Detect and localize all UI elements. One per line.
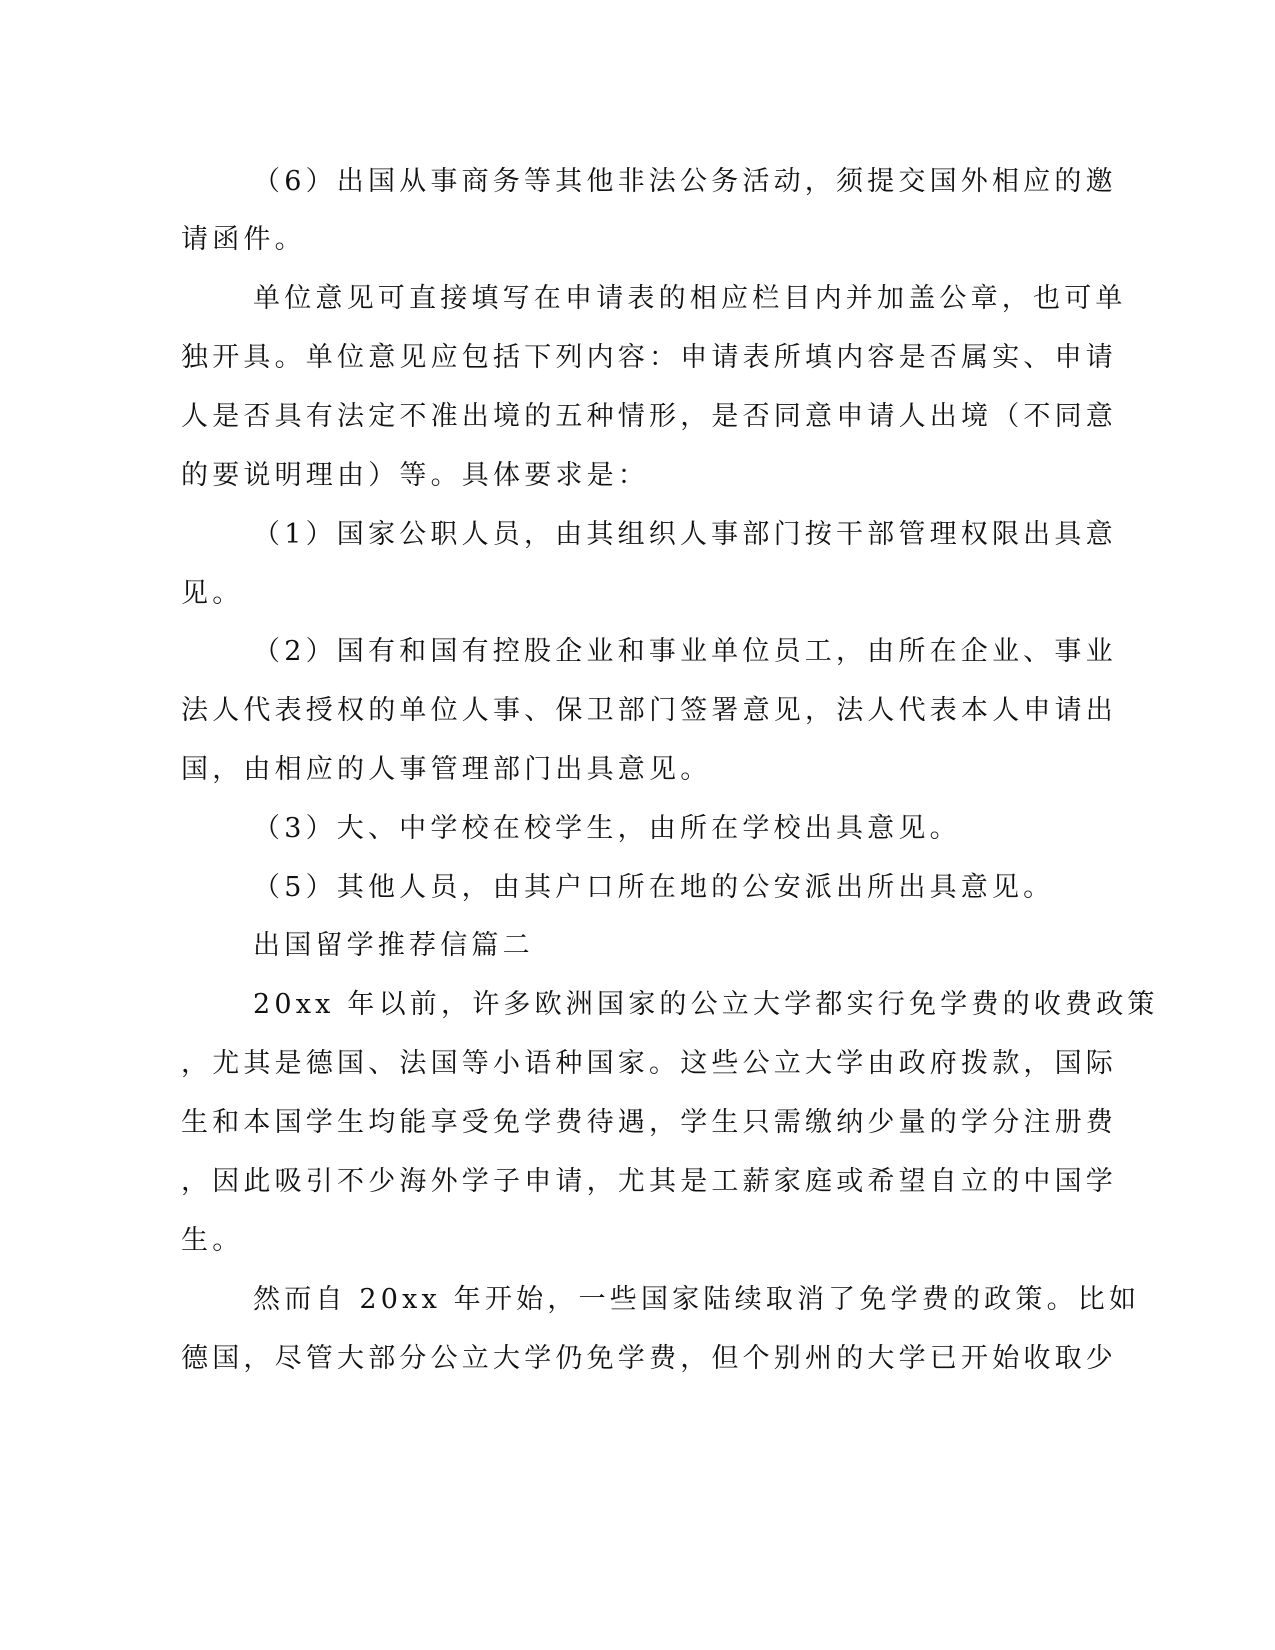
- paragraph-line: 生和本国学生均能享受免学费待遇，学生只需缴纳少量的学分注册费: [181, 1107, 1117, 1138]
- paragraph-line: 生。: [181, 1225, 244, 1256]
- paragraph-line: 德国，尽管大部分公立大学仍免学费，但个别州的大学已开始收取少: [181, 1343, 1117, 1374]
- paragraph-line: 单位意见可直接填写在申请表的相应栏目内并加盖公章，也可单: [253, 283, 1127, 314]
- paragraph-line: 人是否具有法定不准出境的五种情形，是否同意申请人出境（不同意: [181, 401, 1117, 432]
- paragraph-line: （3）大、中学校在校学生，由所在学校出具意见。: [253, 813, 961, 844]
- paragraph-line: 请函件。: [181, 224, 306, 255]
- paragraph-line: （6）出国从事商务等其他非法公务活动，须提交国外相应的邀: [253, 166, 1117, 197]
- paragraph-line: （5）其他人员，由其户口所在地的公安派出所出具意见。: [253, 872, 1055, 903]
- paragraph-line: （1）国家公职人员，由其组织人事部门按干部管理权限出具意: [253, 519, 1117, 550]
- paragraph-line: 国，由相应的人事管理部门出具意见。: [181, 754, 712, 785]
- paragraph-line: ，因此吸引不少海外学子申请，尤其是工薪家庭或希望自立的中国学: [181, 1166, 1117, 1197]
- paragraph-line: 独开具。单位意见应包括下列内容：申请表所填内容是否属实、申请: [181, 342, 1117, 373]
- paragraph-line: 20xx 年以前，许多欧洲国家的公立大学都实行免学费的收费政策: [253, 989, 1159, 1020]
- paragraph-line: ，尤其是德国、法国等小语种国家。这些公立大学由政府拨款，国际: [181, 1048, 1117, 1079]
- paragraph-line: （2）国有和国有控股企业和事业单位员工，由所在企业、事业: [253, 636, 1117, 667]
- paragraph-line: 见。: [181, 578, 244, 609]
- section-heading: 出国留学推荐信篇二: [253, 930, 534, 961]
- paragraph-line: 然而自 20xx 年开始，一些国家陆续取消了免学费的政策。比如: [253, 1284, 1141, 1315]
- paragraph-line: 的要说明理由）等。具体要求是：: [181, 460, 649, 491]
- paragraph-line: 法人代表授权的单位人事、保卫部门签署意见，法人代表本人申请出: [181, 695, 1117, 726]
